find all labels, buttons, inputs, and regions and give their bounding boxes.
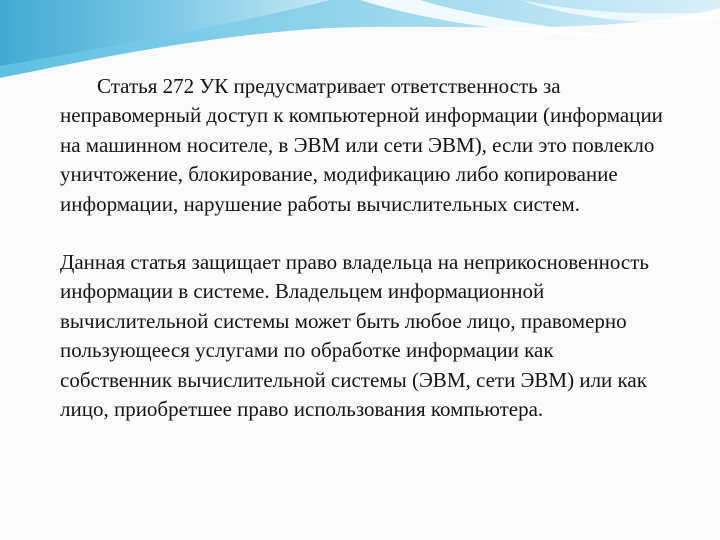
paragraph-gap	[60, 219, 670, 248]
wave-header-decoration	[0, 0, 720, 80]
paragraph-owner-rights: Данная статья защищает право владельца на неприкосновенность информации в системе. Владельцем информационной вычислительной системы может быть любое лицо, правомерно пользующееся услугами по обработке информации как собственник вычислительной системы (ЭВМ, сети ЭВМ) или как лицо, приобретшее право использования компьютера.	[60, 250, 649, 422]
paragraph-article-272: Статья 272 УК предусматривает ответственность за неправомерный доступ к компьютерной информации (информации на машинном носителе, в ЭВМ или сети ЭВМ), если это повлекло уничтожение, блокирование, модификацию либо копирование информации, нарушение работы вычислительных систем.	[60, 74, 663, 216]
slide-content	[60, 72, 670, 424]
